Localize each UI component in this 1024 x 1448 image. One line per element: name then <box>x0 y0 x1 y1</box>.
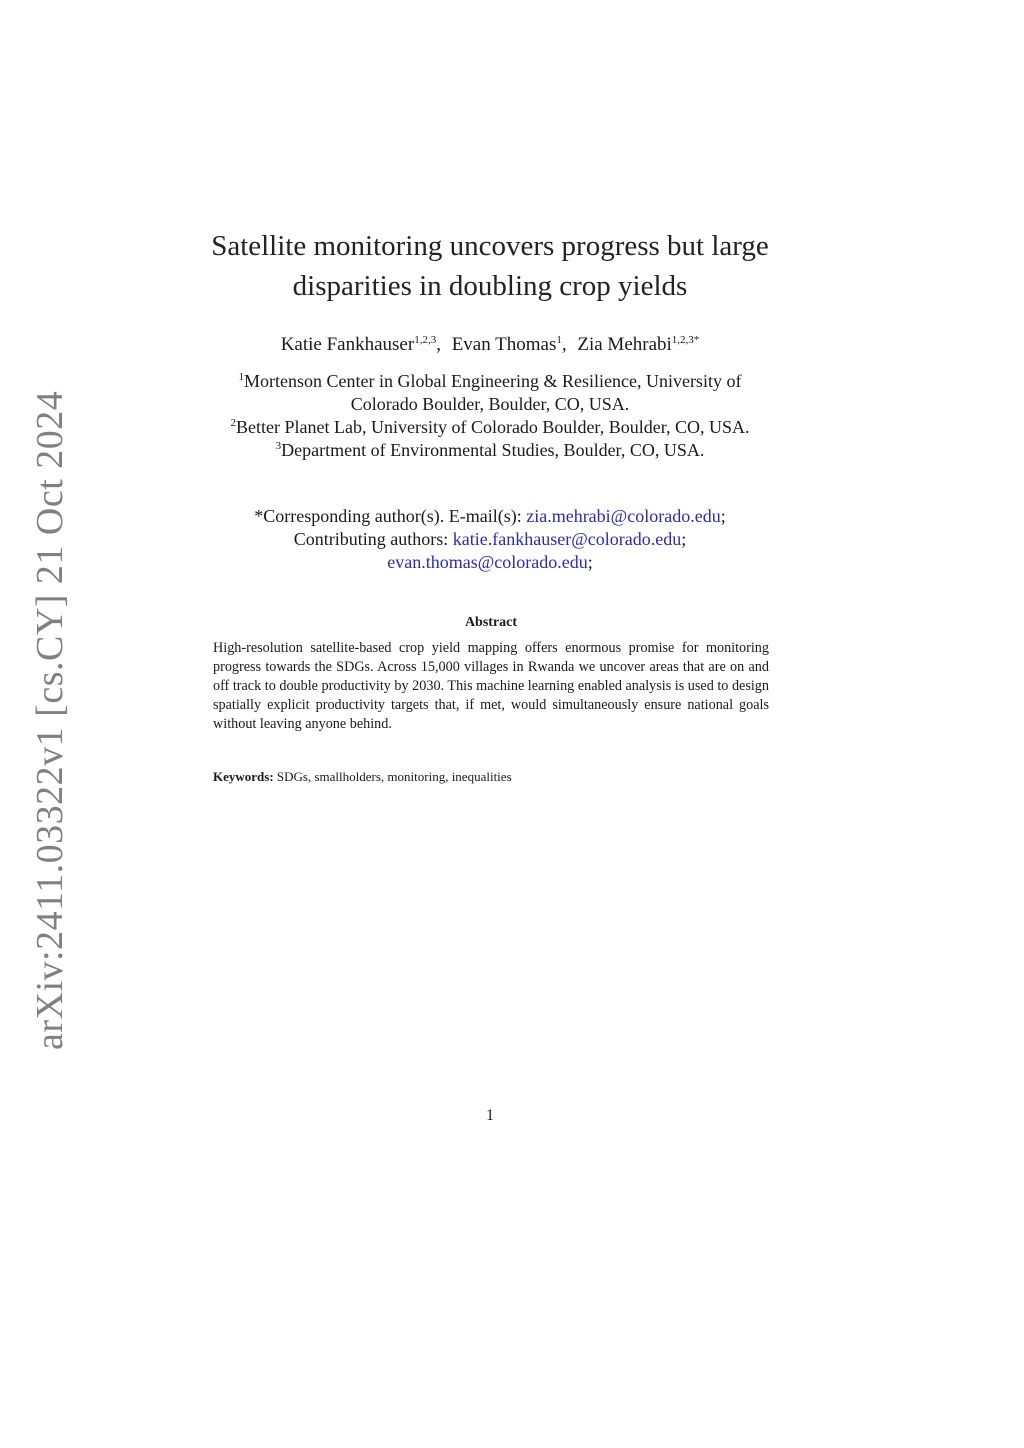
author-name: Evan Thomas <box>451 334 557 355</box>
abstract-text: High-resolution satellite-based crop yield mapping offers enormous promise for monitoring progress towards the SDGs. Across 15,000 villages in Rwanda we uncover areas that are on and off track to double productivity by 2030. This machine learning enabled analysis is used to design spatially explicit productivity targets that, if met, would simultaneously ensure national goals without leaving anyone behind. <box>213 640 769 732</box>
author-separator: , <box>436 334 441 355</box>
author-separator: , <box>561 334 567 355</box>
keywords-text: SDGs, smallholders, monitoring, inequalities <box>273 769 512 784</box>
corresponding-author-line <box>180 505 800 528</box>
contact-block <box>180 505 800 574</box>
affiliation-item <box>160 416 820 439</box>
keywords-line <box>213 768 769 786</box>
contributing-authors-line <box>180 528 800 551</box>
corresponding-email-link[interactable]: zia.mehrabi@colorado.edu <box>526 506 721 526</box>
affiliation-number: 1 <box>238 371 245 383</box>
author-name: Katie Fankhauser <box>280 334 415 355</box>
corresponding-label: *Corresponding author(s). E-mail(s): <box>254 506 527 526</box>
arxiv-identifier-stamp: arXiv:2411.03322v1 [cs.CY] 21 Oct 2024 <box>29 390 71 1050</box>
email-separator: ; <box>720 506 726 526</box>
contributing-email-link[interactable]: evan.thomas@colorado.edu <box>387 552 588 572</box>
author-list <box>180 332 800 358</box>
keywords-label: Keywords: <box>213 769 274 784</box>
affiliation-number: 2 <box>230 417 236 429</box>
author-affiliation-marker: 1,2,3 <box>414 334 437 346</box>
contributing-label: Contributing authors: <box>293 529 453 549</box>
affiliation-text: Department of Environmental Studies, Boulder, CO, USA. <box>281 440 705 460</box>
author-affiliation-marker: 1 <box>556 334 562 346</box>
author-affiliation-marker: 1,2,3* <box>671 334 700 346</box>
email-separator: ; <box>681 529 687 549</box>
contributing-email-link[interactable]: katie.fankhauser@colorado.edu <box>452 529 682 549</box>
affiliation-list <box>160 370 820 462</box>
affiliation-item <box>160 370 820 393</box>
affiliation-text: Mortenson Center in Global Engineering & Resilience, University of <box>244 371 742 391</box>
page-number: 1 <box>486 1107 494 1124</box>
affiliation-text: Better Planet Lab, University of Colorado Boulder, Boulder, CO, USA. <box>236 417 750 437</box>
title-line-1: Satellite monitoring uncovers progress but large <box>211 230 769 262</box>
affiliation-number: 3 <box>275 440 282 452</box>
affiliation-item <box>160 439 820 462</box>
affiliation-item-continued: Colorado Boulder, Boulder, CO, USA. <box>350 394 630 414</box>
abstract-heading: Abstract <box>464 615 518 630</box>
email-separator: ; <box>587 552 593 572</box>
paper-title <box>180 226 800 306</box>
author-name: Zia Mehrabi <box>577 334 672 355</box>
title-line-2: disparities in doubling crop yields <box>292 270 688 302</box>
contributing-authors-line-continued <box>180 551 800 574</box>
